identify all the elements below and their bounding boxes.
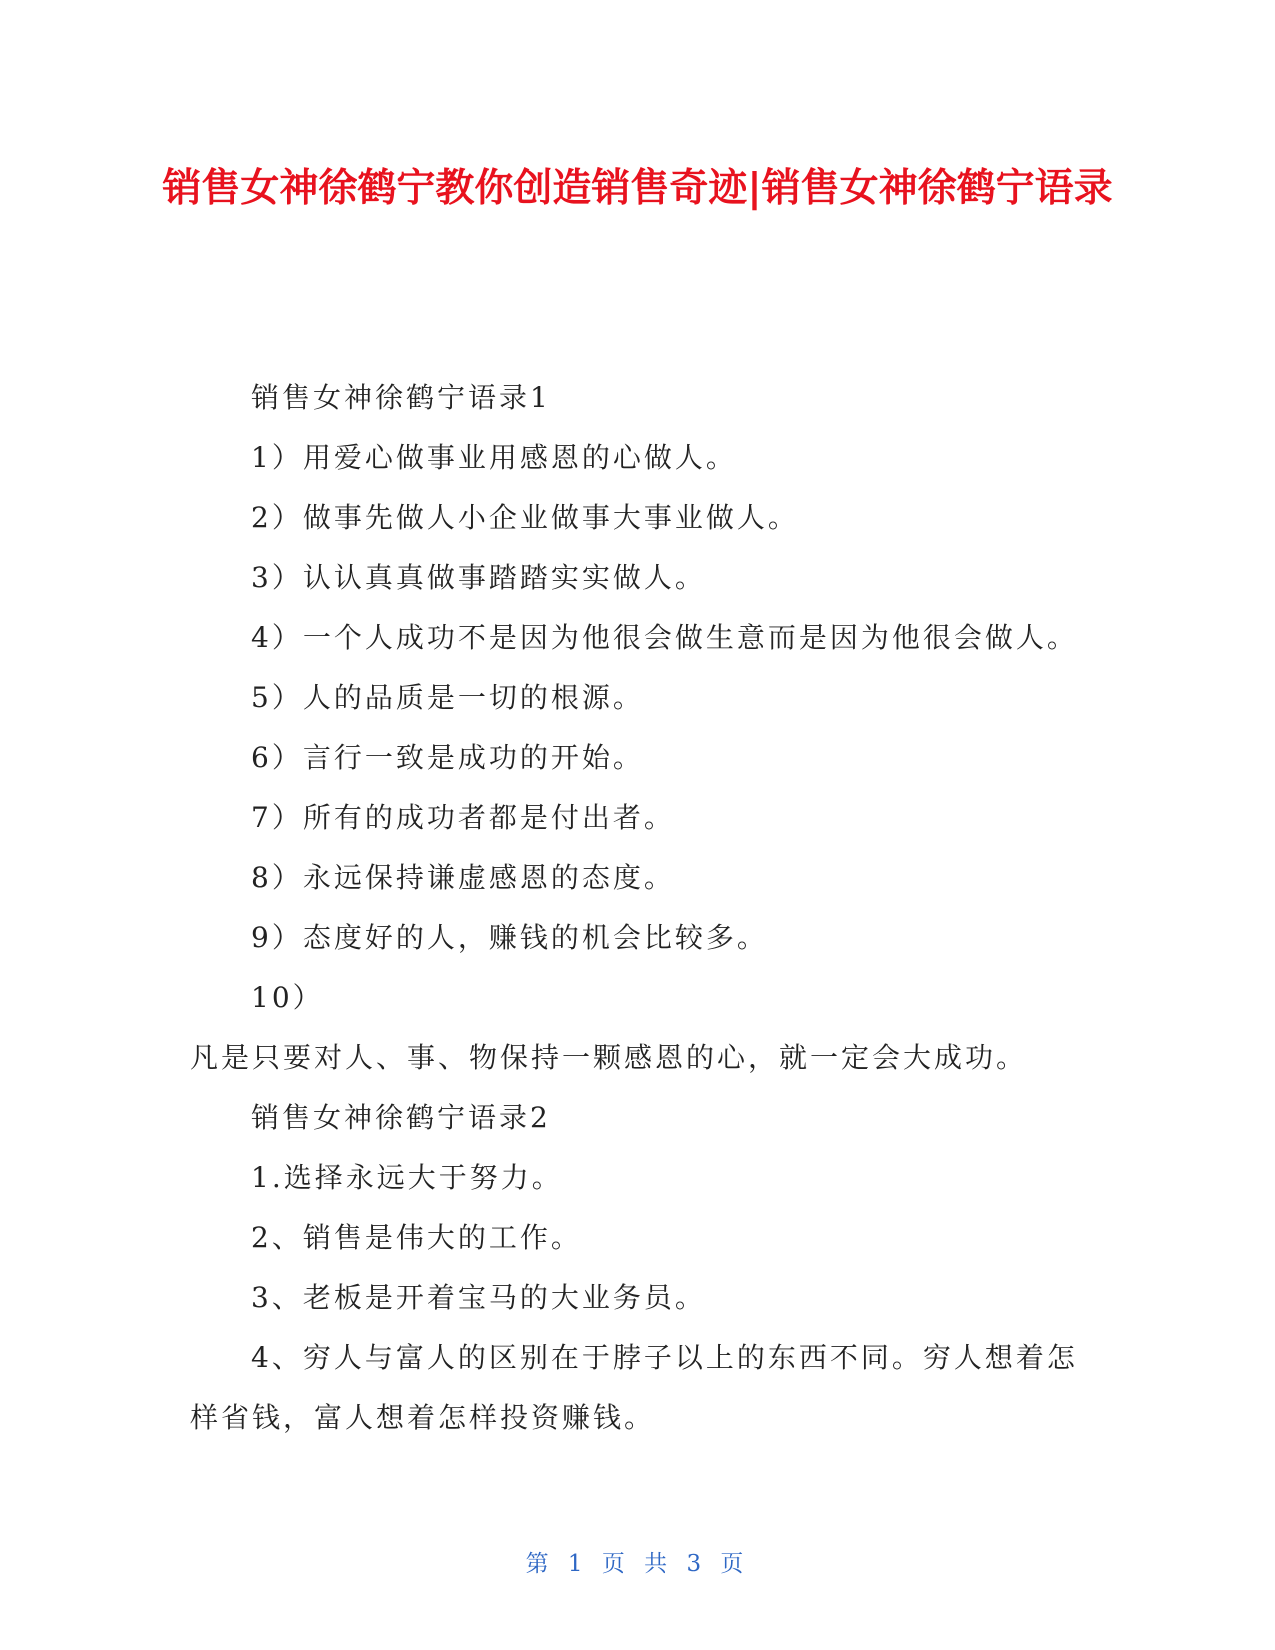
quote-item-2-2: 2、销售是伟大的工作。 <box>251 1221 582 1254</box>
quote-item-8: 8）永远保持谦虚感恩的态度。 <box>251 861 675 894</box>
quote-item-9: 9）态度好的人，赚钱的机会比较多。 <box>251 921 768 954</box>
quote-item-3: 3）认认真真做事踏踏实实做人。 <box>251 561 706 594</box>
quote-item-2: 2）做事先做人小企业做事大事业做人。 <box>251 501 799 534</box>
document-body <box>190 368 1090 1448</box>
quote-item-2-4: 4、穷人与富人的区别在于脖子以上的东西不同。穷人想着怎样省钱，富人想着怎样投资赚钱。 <box>190 1341 1078 1434</box>
quote-item-7: 7）所有的成功者都是付出者。 <box>251 801 675 834</box>
quote-item-6: 6）言行一致是成功的开始。 <box>251 741 644 774</box>
quote-item-5: 5）人的品质是一切的根源。 <box>251 681 644 714</box>
quote-item-10-text: 凡是只要对人、事、物保持一颗感恩的心，就一定会大成功。 <box>190 1041 1028 1074</box>
quote-item-2-1: 1.选择永远大于努力。 <box>251 1161 563 1194</box>
quote-item-2-3: 3、老板是开着宝马的大业务员。 <box>251 1281 706 1314</box>
quote-item-10-number: 10） <box>251 981 324 1014</box>
document-title: 销售女神徐鹤宁教你创造销售奇迹|销售女神徐鹤宁语录 <box>162 166 1113 211</box>
quote-item-1: 1）用爱心做事业用感恩的心做人。 <box>251 441 737 474</box>
section-heading-1: 销售女神徐鹤宁语录1 <box>251 381 551 414</box>
page-number-footer: 第 1 页 共 3 页 <box>525 1551 750 1577</box>
section-heading-2: 销售女神徐鹤宁语录2 <box>251 1101 551 1134</box>
quote-item-4: 4）一个人成功不是因为他很会做生意而是因为他很会做人。 <box>251 621 1078 654</box>
